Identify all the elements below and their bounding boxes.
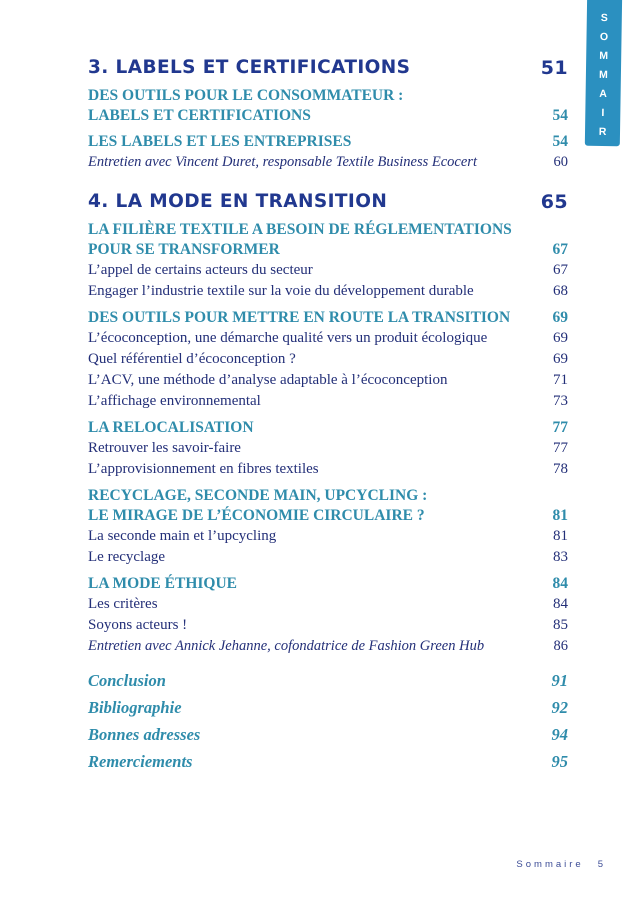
toc-entry-text-line: 4. LA MODE EN TRANSITION <box>88 191 388 212</box>
toc-entry-title <box>88 697 540 718</box>
toc-entry-interview <box>88 636 568 657</box>
toc-entry-text-line: Soyons acteurs ! <box>88 617 188 633</box>
footer-section-label: Sommaire <box>516 859 584 870</box>
toc-entry-section <box>88 418 568 438</box>
toc-entry-page-number: 51 <box>540 57 568 79</box>
toc-entry-title <box>88 438 541 459</box>
toc-entry-section <box>88 486 568 526</box>
toc-entry-title <box>88 281 541 302</box>
toc-entry-item <box>88 594 568 615</box>
toc-entry-section <box>88 86 568 126</box>
toc-entry-text-line: POUR SE TRANSFORMER <box>88 241 280 258</box>
toc-entry-text-line: L’approvisionnement en fibres textiles <box>88 461 319 477</box>
toc-entry-chapter <box>88 56 568 80</box>
toc-entry-title <box>88 670 540 691</box>
toc-entry-page-number: 84 <box>552 575 568 592</box>
toc-entry-item <box>88 526 568 547</box>
toc-entry-page-number: 94 <box>551 725 568 744</box>
toc-entry-page-number: 81 <box>553 528 568 544</box>
toc-entry-text-line: Les critères <box>88 596 158 612</box>
toc-entry-page-number: 71 <box>553 372 568 388</box>
toc-entry-chapter <box>88 190 568 214</box>
toc-entry-page-number: 54 <box>552 107 568 124</box>
toc-entry-text-line: DES OUTILS POUR METTRE EN ROUTE LA TRANSITION <box>88 309 511 326</box>
toc-entry-item <box>88 260 568 281</box>
toc-entry-title <box>88 86 541 126</box>
toc-entry-text-line: Conclusion <box>88 671 166 690</box>
toc-entry-item <box>88 459 568 480</box>
toc-entry-text-line: La seconde main et l’upcycling <box>88 528 277 544</box>
toc-entry-text-line: LABELS ET CERTIFICATIONS <box>88 107 311 124</box>
toc-entry-item <box>88 370 568 391</box>
toc-entry-title <box>88 459 541 480</box>
table-of-contents <box>88 56 568 772</box>
toc-entry-title <box>88 526 541 547</box>
toc-entry-backmatter <box>88 724 568 745</box>
toc-entry-text-line: 3. LABELS ET CERTIFICATIONS <box>88 57 411 78</box>
toc-entry-page-number: 73 <box>553 393 568 409</box>
toc-entry-page-number: 77 <box>552 419 568 436</box>
toc-entry-page-number: 84 <box>553 596 568 612</box>
toc-entry-text-line: L’écoconception, une démarche qualité vers un produit écologique <box>88 330 488 346</box>
toc-entry-title <box>88 547 541 568</box>
toc-entry-title <box>88 260 541 281</box>
toc-entry-text-line: Quel référentiel d’écoconception ? <box>88 351 296 367</box>
toc-entry-title <box>88 615 541 636</box>
toc-entry-title <box>88 56 529 80</box>
toc-entry-item <box>88 615 568 636</box>
toc-entry-text-line: Bibliographie <box>88 698 182 717</box>
toc-entry-page-number: 83 <box>553 549 568 565</box>
footer-page-number: 5 <box>597 859 603 870</box>
toc-entry-text-line: Bonnes adresses <box>88 725 201 744</box>
toc-entry-page-number: 67 <box>552 241 568 258</box>
toc-entry-title <box>88 418 541 438</box>
toc-entry-text-line: Le recyclage <box>88 549 166 565</box>
toc-entry-item <box>88 349 568 370</box>
toc-entry-section <box>88 220 568 260</box>
toc-entry-title <box>88 328 541 349</box>
toc-entry-title <box>88 152 542 173</box>
toc-entry-title <box>88 220 541 260</box>
toc-entry-page-number: 67 <box>553 262 568 278</box>
toc-entry-title <box>88 594 541 615</box>
toc-entry-page-number: 86 <box>553 638 568 654</box>
toc-entry-text-line: L’affichage environnemental <box>88 393 261 409</box>
toc-entry-section <box>88 308 568 328</box>
toc-entry-title <box>88 190 529 214</box>
toc-entry-backmatter <box>88 697 568 718</box>
toc-entry-interview <box>88 152 568 173</box>
toc-entry-title <box>88 724 540 745</box>
toc-entry-item <box>88 391 568 412</box>
toc-entry-backmatter <box>88 751 568 772</box>
toc-entry-page-number: 54 <box>552 133 568 150</box>
toc-entry-item <box>88 547 568 568</box>
toc-entry-page-number: 81 <box>552 507 568 524</box>
toc-entry-text-line: Entretien avec Annick Jehanne, cofondatrice de Fashion Green Hub <box>88 638 485 654</box>
toc-entry-title <box>88 636 542 657</box>
toc-entry-text-line: LA MODE ÉTHIQUE <box>88 575 237 592</box>
toc-entry-text-line: RECYCLAGE, SECONDE MAIN, UPCYCLING : <box>88 487 428 504</box>
toc-entry-text-line: Retrouver les savoir-faire <box>88 440 241 456</box>
sommaire-tab <box>585 0 622 165</box>
toc-entry-page-number: 92 <box>551 698 568 717</box>
toc-entry-title <box>88 132 541 152</box>
toc-entry-item <box>88 328 568 349</box>
toc-entry-title <box>88 391 541 412</box>
toc-entry-text-line: Remerciements <box>88 752 193 771</box>
toc-entry-page-number: 85 <box>553 617 568 633</box>
toc-entry-text-line: Engager l’industrie textile sur la voie du développement durable <box>88 283 474 299</box>
toc-entry-text-line: L’appel de certains acteurs du secteur <box>88 262 313 278</box>
toc-entry-page-number: 91 <box>551 671 568 690</box>
toc-entry-title <box>88 308 541 328</box>
toc-entry-text-line: LE MIRAGE DE L’ÉCONOMIE CIRCULAIRE ? <box>88 507 425 524</box>
toc-entry-page-number: 95 <box>551 752 568 771</box>
toc-entry-page-number: 69 <box>553 351 568 367</box>
toc-entry-section <box>88 132 568 152</box>
toc-entry-item <box>88 438 568 459</box>
toc-entry-text-line: LA RELOCALISATION <box>88 419 254 436</box>
toc-entry-text-line: LES LABELS ET LES ENTREPRISES <box>88 133 352 150</box>
toc-entry-page-number: 65 <box>540 191 568 213</box>
toc-entry-item <box>88 281 568 302</box>
toc-entry-title <box>88 574 541 594</box>
toc-entry-backmatter <box>88 670 568 691</box>
sommaire-tab-label: SOMMAIRE <box>596 11 611 165</box>
toc-entry-page-number: 68 <box>553 283 568 299</box>
toc-entry-title <box>88 751 540 772</box>
toc-entry-page-number: 77 <box>553 440 568 456</box>
toc-entry-page-number: 60 <box>553 154 568 170</box>
toc-entry-text-line: DES OUTILS POUR LE CONSOMMATEUR : <box>88 87 404 104</box>
toc-entry-page-number: 78 <box>553 461 568 477</box>
toc-entry-title <box>88 486 541 526</box>
page-footer <box>516 859 603 870</box>
toc-entry-title <box>88 370 541 391</box>
toc-entry-page-number: 69 <box>552 309 568 326</box>
toc-entry-text-line: L’ACV, une méthode d’analyse adaptable à l’écoconception <box>88 372 448 388</box>
toc-entry-text-line: LA FILIÈRE TEXTILE A BESOIN DE RÉGLEMENTATIONS <box>88 221 512 238</box>
toc-entry-section <box>88 574 568 594</box>
toc-entry-text-line: Entretien avec Vincent Duret, responsable Textile Business Ecocert <box>88 154 477 170</box>
toc-entry-title <box>88 349 541 370</box>
toc-entry-page-number: 69 <box>553 330 568 346</box>
